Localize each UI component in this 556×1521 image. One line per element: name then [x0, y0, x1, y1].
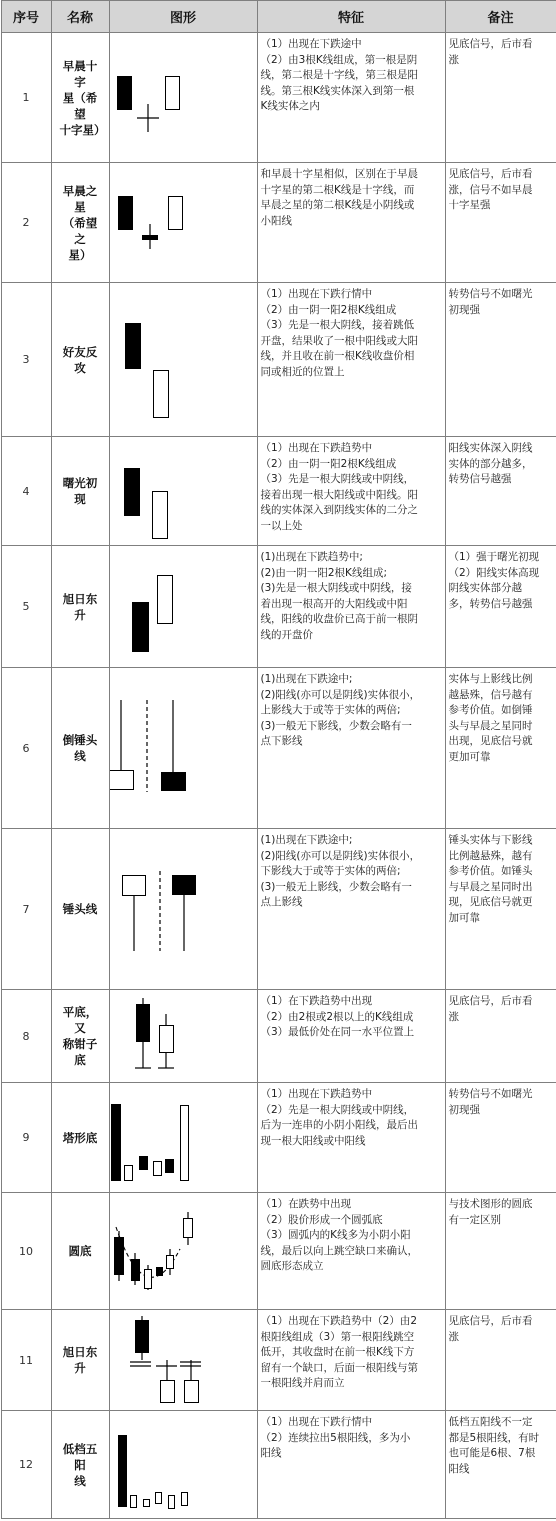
- table-row: [1, 546, 556, 668]
- header-notes: 备注: [445, 1, 556, 33]
- row-number: 8: [1, 990, 51, 1083]
- pattern-notes: 转势信号不如曙光 初现强: [445, 283, 556, 437]
- inverted-hammer-pattern-icon: [109, 668, 257, 829]
- pattern-features: （1）在跌势中出现 （2）股价形成一个圆弧底 （3）圆弧内的K线多为小阴小阳 线，最后以向上跳空缺口来确认， 圆底形态成立: [257, 1193, 445, 1310]
- rising-sun-pattern-icon: [109, 546, 257, 668]
- row-number: 10: [1, 1193, 51, 1310]
- table-row: [1, 283, 556, 437]
- pattern-name: 旭日东升: [51, 546, 109, 668]
- pattern-name: 圆底: [51, 1193, 109, 1310]
- pattern-notes: 实体与上影线比例 越悬殊，信号越有 参考价值。如倒锤 头与早晨之星同时 出现，见底信号就 更加可靠: [445, 668, 556, 829]
- pattern-features: (1)出现在下跌途中; (2)阳线(亦可以是阴线)实体很小， 下影线大于或等于实体的两倍; (3)一般无上影线，少数会略有一 点上影线: [257, 829, 445, 990]
- pattern-features: （1）出现在下跌行情中 （2）由一阴一阳2根K线组成 （3）先是一根大阴线，接着跳低 开盘，结果收了一根中阳线或大阳 线，并且收在前一根K线收盘价相 同或相近的位置上: [257, 283, 445, 437]
- row-number: 6: [1, 668, 51, 829]
- pattern-name: 早晨之星 （希望之 星）: [51, 163, 109, 283]
- pattern-notes: 低档五阳线不一定 都是5根阳线，有时 也可能是6根、7根 阳线: [445, 1411, 556, 1519]
- tweezer-bottom-pattern-icon: [109, 990, 257, 1083]
- row-number: 3: [1, 283, 51, 437]
- table-row: [1, 1083, 556, 1193]
- pattern-features: （1）出现在下跌趋势中 （2）由一阴一阳2根K线组成 （3）先是一根大阴线或中阴线， 接着出现一根大阳线或中阳线。阳 线的实体深入到阴线实体的二分之 一以上处: [257, 437, 445, 546]
- pattern-notes: （1）强于曙光初现 （2）阳线实体高现 阴线实体部分越 多，转势信号越强: [445, 546, 556, 668]
- pattern-name: 旭日东升: [51, 1310, 109, 1411]
- pattern-features: 和早晨十字星相似，区别在于早晨 十字星的第二根K线是十字线，而 早晨之星的第二根K线是小阴线或 小阳线: [257, 163, 445, 283]
- row-number: 4: [1, 437, 51, 546]
- morning-star-pattern-icon: [109, 163, 257, 283]
- table-row: [1, 163, 556, 283]
- pattern-features: （1）出现在下跌趋势中 （2）先是一根大阴线或中阴线， 后为一连串的小阴小阳线，最后出 现一根大阳线或中阳线: [257, 1083, 445, 1193]
- table-row: [1, 668, 556, 829]
- pattern-name: 好友反攻: [51, 283, 109, 437]
- pattern-name: 低档五阳 线: [51, 1411, 109, 1519]
- pattern-name: 塔形底: [51, 1083, 109, 1193]
- hammer-pattern-icon: [109, 829, 257, 990]
- row-number: 1: [1, 33, 51, 163]
- pattern-notes: 与技术图形的圆底 有一定区别: [445, 1193, 556, 1310]
- pattern-features: （1）出现在下跌行情中 （2）连续拉出5根阳线，多为小 阳线: [257, 1411, 445, 1519]
- rounding-bottom-pattern-icon: [109, 1193, 257, 1310]
- table-row: [1, 829, 556, 990]
- pattern-features: （1）在下跌趋势中出现 （2）由2根或2根以上的K线组成 （3）最低价处在同一水平位置上: [257, 990, 445, 1083]
- tower-bottom-pattern-icon: [109, 1083, 257, 1193]
- pattern-features: （1）出现在下跌趋势中（2）由2 根阳线组成（3）第一根阳线跳空 低开，其收盘时在前一根K线下方 留有一个缺口，后面一根阳线与第 一根阳线并肩而立: [257, 1310, 445, 1411]
- table-row: [1, 437, 556, 546]
- pattern-name: 早晨十字 星（希望 十字星）: [51, 33, 109, 163]
- morning-doji-star-pattern-icon: [109, 33, 257, 163]
- pattern-notes: 锤头实体与下影线 比例越悬殊，越有 参考价值。如锤头 与早晨之星同时出 现，见底信号就更 加可靠: [445, 829, 556, 990]
- pattern-notes: 见底信号，后市看 涨: [445, 33, 556, 163]
- pattern-name: 曙光初现: [51, 437, 109, 546]
- row-number: 12: [1, 1411, 51, 1519]
- pattern-notes: 阳线实体深入阴线 实体的部分越多， 转势信号越强: [445, 437, 556, 546]
- table-row: [1, 1310, 556, 1411]
- piercing-line-pattern-icon: [109, 437, 257, 546]
- row-number: 9: [1, 1083, 51, 1193]
- candlestick-patterns-table: [1, 0, 556, 1519]
- header-name: 名称: [51, 1, 109, 33]
- bullish-counterattack-pattern-icon: [109, 283, 257, 437]
- pattern-name: 平底，又 称钳子底: [51, 990, 109, 1083]
- header-no: 序号: [1, 1, 51, 33]
- pattern-features: (1)出现在下跌途中; (2)阳线(亦可以是阴线)实体很小， 上影线大于或等于实体的两倍; (3)一般无下影线，少数会略有一 点下影线: [257, 668, 445, 829]
- row-number: 5: [1, 546, 51, 668]
- row-number: 7: [1, 829, 51, 990]
- pattern-notes: 转势信号不如曙光 初现强: [445, 1083, 556, 1193]
- table-row: [1, 990, 556, 1083]
- pattern-name: 倒锤头线: [51, 668, 109, 829]
- pattern-features: (1)出现在下跌趋势中; (2)由一阴一阳2根K线组成; (3)先是一根大阴线或中阴线，接 着出现一根高开的大阳线或中阳 线，阳线的收盘价已高于前一根阴 线的开盘价: [257, 546, 445, 668]
- row-number: 2: [1, 163, 51, 283]
- table-row: [1, 1193, 556, 1310]
- row-number: 11: [1, 1310, 51, 1411]
- pattern-notes: 见底信号，后市看 涨，信号不如早晨 十字星强: [445, 163, 556, 283]
- header-figure: 图形: [109, 1, 257, 33]
- pattern-notes: 见底信号，后市看 涨: [445, 990, 556, 1083]
- header-features: 特征: [257, 1, 445, 33]
- five-low-yang-lines-pattern-icon: [109, 1411, 257, 1519]
- pattern-features: （1）出现在下跌途中 （2）由3根K线组成，第一根是阴 线，第二根是十字线，第三根是阳 线。第三根K线实体深入到第一根 K线实体之内: [257, 33, 445, 163]
- table-header-row: [1, 1, 556, 33]
- table-row: [1, 33, 556, 163]
- gap-rising-pattern-icon: [109, 1310, 257, 1411]
- pattern-name: 锤头线: [51, 829, 109, 990]
- pattern-notes: 见底信号，后市看 涨: [445, 1310, 556, 1411]
- table-row: [1, 1411, 556, 1519]
